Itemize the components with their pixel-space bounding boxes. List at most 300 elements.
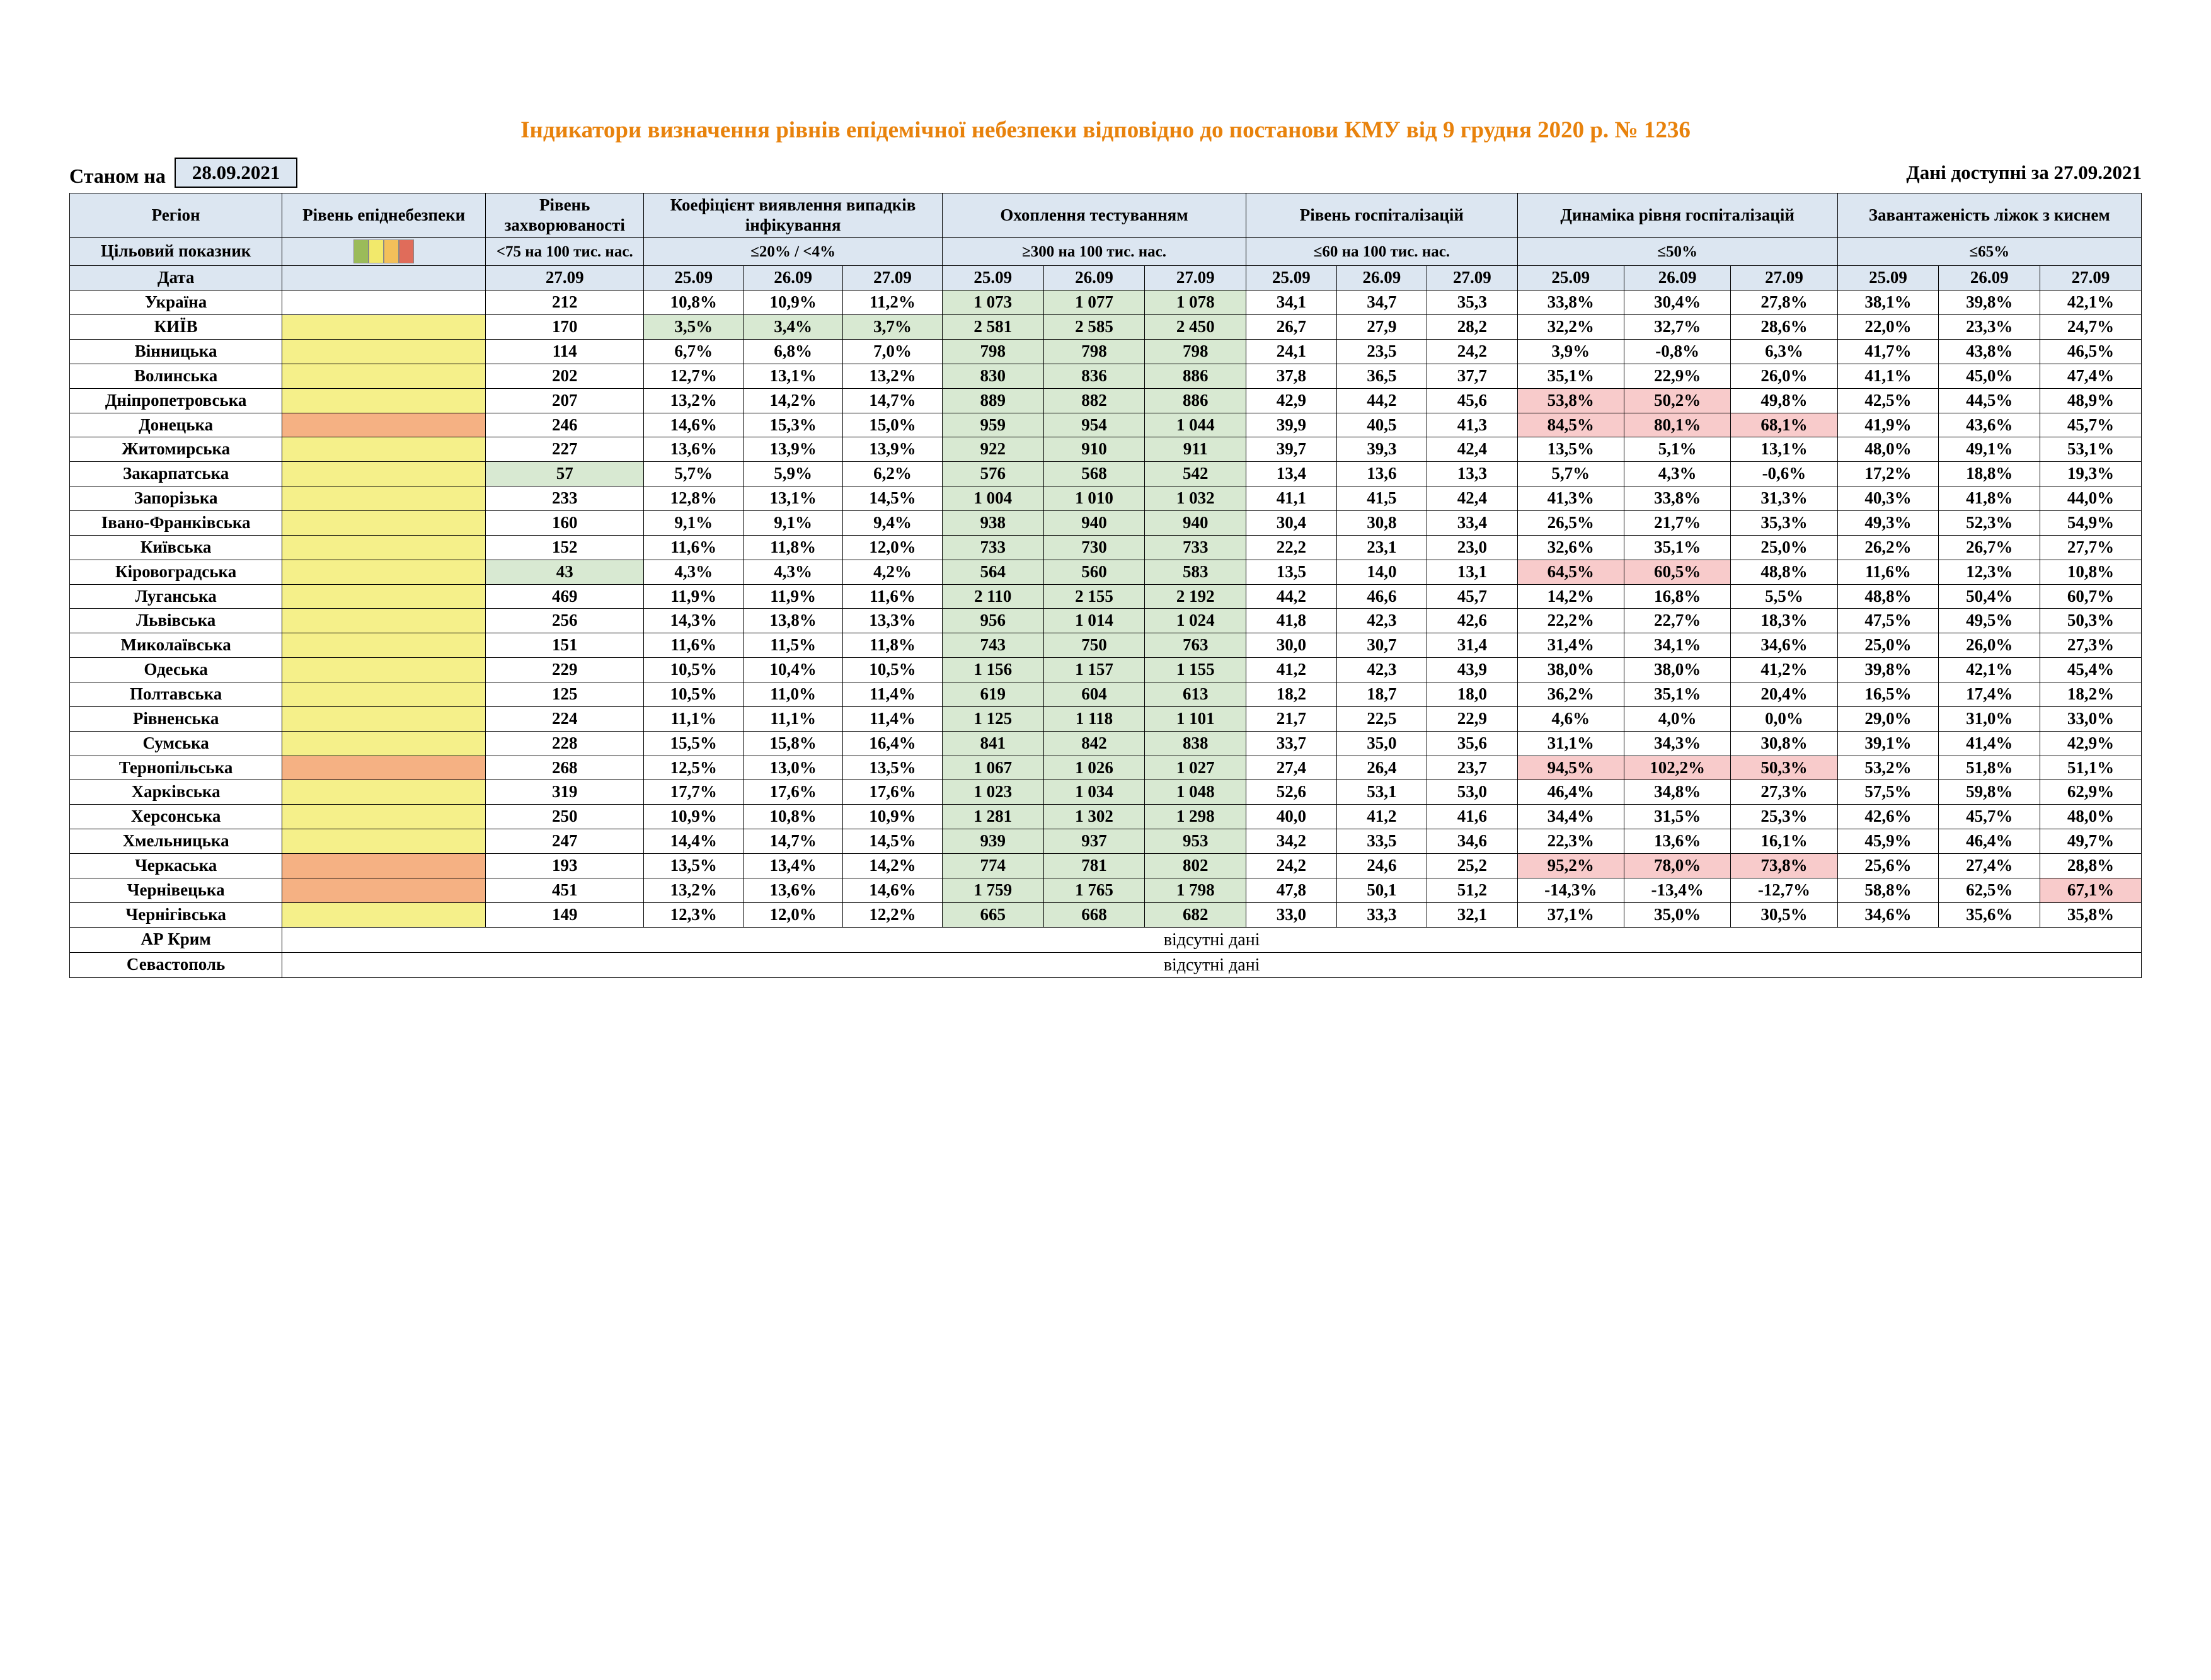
- row-hospitalization-1: 41,1: [1246, 486, 1337, 511]
- row-hospitalization-1: 33,0: [1246, 902, 1337, 927]
- row-epidemic-level: [282, 756, 486, 780]
- row-beds-3: 45,7%: [2040, 413, 2142, 437]
- row-beds-2: 50,4%: [1939, 584, 2040, 609]
- row-region-name: Львівська: [70, 609, 282, 633]
- row-beds-2: 49,5%: [1939, 609, 2040, 633]
- row-dynamics-3: 49,8%: [1731, 388, 1837, 413]
- row-epidemic-level: [282, 291, 486, 315]
- indicators-table: [69, 193, 2142, 978]
- row-testing-2: 1 302: [1043, 805, 1145, 829]
- row-testing-1: 2 110: [942, 584, 1043, 609]
- row-detection-3: 13,9%: [843, 437, 943, 462]
- row-beds-1: 47,5%: [1837, 609, 1939, 633]
- row-testing-2: 1 010: [1043, 486, 1145, 511]
- date-beds-1: 25.09: [1837, 266, 1939, 291]
- row-testing-2: 1 765: [1043, 878, 1145, 902]
- row-detection-2: 17,6%: [744, 780, 843, 805]
- row-beds-2: 44,5%: [1939, 388, 2040, 413]
- row-incidence: 227: [486, 437, 644, 462]
- row-testing-1: 922: [942, 437, 1043, 462]
- row-dynamics-3: 13,1%: [1731, 437, 1837, 462]
- date-detection-2: 26.09: [744, 266, 843, 291]
- row-detection-3: 12,0%: [843, 535, 943, 560]
- row-dynamics-3: 50,3%: [1731, 756, 1837, 780]
- row-hospitalization-1: 13,5: [1246, 560, 1337, 584]
- row-detection-2: 11,5%: [744, 633, 843, 658]
- row-testing-1: 619: [942, 682, 1043, 706]
- row-detection-3: 13,3%: [843, 609, 943, 633]
- row-beds-2: 45,0%: [1939, 364, 2040, 388]
- row-beds-2: 41,4%: [1939, 731, 2040, 756]
- row-beds-1: 16,5%: [1837, 682, 1939, 706]
- row-beds-3: 27,7%: [2040, 535, 2142, 560]
- row-dynamics-1: 3,9%: [1517, 339, 1624, 364]
- row-testing-1: 889: [942, 388, 1043, 413]
- row-beds-2: 43,8%: [1939, 339, 2040, 364]
- row-hospitalization-1: 44,2: [1246, 584, 1337, 609]
- row-beds-2: 41,8%: [1939, 486, 2040, 511]
- row-dynamics-1: 84,5%: [1517, 413, 1624, 437]
- table-row: [70, 510, 2142, 535]
- row-testing-3: 940: [1145, 510, 1246, 535]
- row-hospitalization-2: 42,3: [1336, 658, 1427, 682]
- table-row: [70, 560, 2142, 584]
- row-dynamics-1: 5,7%: [1517, 462, 1624, 486]
- table-row-nodata: [70, 952, 2142, 977]
- row-region-name: Закарпатська: [70, 462, 282, 486]
- row-testing-1: 743: [942, 633, 1043, 658]
- row-hospitalization-1: 30,4: [1246, 510, 1337, 535]
- row-beds-3: 54,9%: [2040, 510, 2142, 535]
- row-region-name: Одеська: [70, 658, 282, 682]
- target-hospitalization: ≤60 на 100 тис. нас.: [1246, 238, 1518, 266]
- row-dynamics-1: 95,2%: [1517, 853, 1624, 878]
- row-beds-3: 28,8%: [2040, 853, 2142, 878]
- row-beds-3: 48,9%: [2040, 388, 2142, 413]
- row-detection-3: 6,2%: [843, 462, 943, 486]
- row-hospitalization-2: 42,3: [1336, 609, 1427, 633]
- row-testing-1: 1 004: [942, 486, 1043, 511]
- row-hospitalization-2: 33,3: [1336, 902, 1427, 927]
- row-beds-3: 48,0%: [2040, 805, 2142, 829]
- row-dynamics-2: 30,4%: [1624, 291, 1730, 315]
- row-beds-1: 58,8%: [1837, 878, 1939, 902]
- row-dynamics-3: 73,8%: [1731, 853, 1837, 878]
- row-beds-1: 34,6%: [1837, 902, 1939, 927]
- row-beds-1: 17,2%: [1837, 462, 1939, 486]
- col-incidence: Рівень захворюваності: [486, 193, 644, 238]
- row-testing-1: 841: [942, 731, 1043, 756]
- row-detection-3: 14,2%: [843, 853, 943, 878]
- row-beds-2: 42,1%: [1939, 658, 2040, 682]
- row-hospitalization-2: 36,5: [1336, 364, 1427, 388]
- row-testing-3: 1 155: [1145, 658, 1246, 682]
- row-beds-1: 39,8%: [1837, 658, 1939, 682]
- row-detection-1: 12,5%: [644, 756, 744, 780]
- row-beds-2: 12,3%: [1939, 560, 2040, 584]
- row-hospitalization-2: 40,5: [1336, 413, 1427, 437]
- header-row-target: [70, 238, 2142, 266]
- date-detection-3: 27.09: [843, 266, 943, 291]
- legend-yellow-icon: [369, 239, 384, 263]
- row-detection-2: 13,9%: [744, 437, 843, 462]
- row-dynamics-3: 25,0%: [1731, 535, 1837, 560]
- row-testing-3: 613: [1145, 682, 1246, 706]
- row-dynamics-2: 22,7%: [1624, 609, 1730, 633]
- table-row: [70, 633, 2142, 658]
- row-beds-2: 46,4%: [1939, 829, 2040, 854]
- col-beds: Завантаженість ліжок з киснем: [1837, 193, 2141, 238]
- row-beds-2: 18,8%: [1939, 462, 2040, 486]
- row-detection-2: 3,4%: [744, 315, 843, 340]
- status-date: 28.09.2021: [175, 158, 298, 188]
- row-testing-3: 802: [1145, 853, 1246, 878]
- row-hospitalization-2: 13,6: [1336, 462, 1427, 486]
- row-hospitalization-3: 37,7: [1427, 364, 1518, 388]
- row-testing-1: 1 073: [942, 291, 1043, 315]
- legend-green-icon: [353, 239, 369, 263]
- row-testing-2: 954: [1043, 413, 1145, 437]
- row-hospitalization-3: 42,4: [1427, 437, 1518, 462]
- row-beds-3: 35,8%: [2040, 902, 2142, 927]
- target-testing: ≥300 на 100 тис. нас.: [942, 238, 1246, 266]
- date-beds-3: 27.09: [2040, 266, 2142, 291]
- row-hospitalization-2: 24,6: [1336, 853, 1427, 878]
- row-detection-2: 15,8%: [744, 731, 843, 756]
- row-epidemic-level: [282, 560, 486, 584]
- row-detection-2: 10,4%: [744, 658, 843, 682]
- table-row: [70, 902, 2142, 927]
- row-dynamics-2: 35,0%: [1624, 902, 1730, 927]
- row-testing-3: 2 450: [1145, 315, 1246, 340]
- target-label: Цільовий показник: [70, 238, 282, 266]
- row-dynamics-1: 35,1%: [1517, 364, 1624, 388]
- row-beds-2: 43,6%: [1939, 413, 2040, 437]
- row-detection-3: 10,5%: [843, 658, 943, 682]
- row-dynamics-3: 26,0%: [1731, 364, 1837, 388]
- row-dynamics-1: 36,2%: [1517, 682, 1624, 706]
- row-detection-3: 13,2%: [843, 364, 943, 388]
- row-testing-2: 842: [1043, 731, 1145, 756]
- row-dynamics-3: 30,5%: [1731, 902, 1837, 927]
- row-detection-2: 9,1%: [744, 510, 843, 535]
- level-legend: [284, 239, 484, 263]
- row-incidence: 151: [486, 633, 644, 658]
- row-hospitalization-1: 13,4: [1246, 462, 1337, 486]
- row-dynamics-2: 80,1%: [1624, 413, 1730, 437]
- row-dynamics-1: 33,8%: [1517, 291, 1624, 315]
- row-detection-3: 7,0%: [843, 339, 943, 364]
- row-detection-1: 11,1%: [644, 706, 744, 731]
- row-detection-1: 11,6%: [644, 633, 744, 658]
- row-testing-1: 938: [942, 510, 1043, 535]
- date-detection-1: 25.09: [644, 266, 744, 291]
- available-date: 27.09.2021: [2053, 161, 2142, 183]
- date-dyn-3: 27.09: [1731, 266, 1837, 291]
- table-row: [70, 437, 2142, 462]
- row-beds-2: 26,0%: [1939, 633, 2040, 658]
- row-hospitalization-1: 40,0: [1246, 805, 1337, 829]
- row-beds-2: 17,4%: [1939, 682, 2040, 706]
- row-nodata-text: відсутні дані: [282, 952, 2142, 977]
- row-dynamics-2: 34,3%: [1624, 731, 1730, 756]
- legend-red-icon: [399, 239, 414, 263]
- row-testing-1: 1 125: [942, 706, 1043, 731]
- row-testing-1: 939: [942, 829, 1043, 854]
- row-hospitalization-1: 33,7: [1246, 731, 1337, 756]
- row-detection-1: 17,7%: [644, 780, 744, 805]
- row-beds-2: 26,7%: [1939, 535, 2040, 560]
- row-region-name: Хмельницька: [70, 829, 282, 854]
- row-detection-2: 11,9%: [744, 584, 843, 609]
- row-testing-2: 910: [1043, 437, 1145, 462]
- row-testing-3: 911: [1145, 437, 1246, 462]
- row-detection-3: 15,0%: [843, 413, 943, 437]
- row-dynamics-2: 78,0%: [1624, 853, 1730, 878]
- row-region-name: Житомирська: [70, 437, 282, 462]
- row-dynamics-2: 34,8%: [1624, 780, 1730, 805]
- row-hospitalization-1: 30,0: [1246, 633, 1337, 658]
- row-hospitalization-3: 22,9: [1427, 706, 1518, 731]
- row-beds-2: 39,8%: [1939, 291, 2040, 315]
- row-beds-3: 60,7%: [2040, 584, 2142, 609]
- row-testing-3: 763: [1145, 633, 1246, 658]
- table-head: [70, 193, 2142, 291]
- row-testing-2: 1 014: [1043, 609, 1145, 633]
- row-region-name: АР Крим: [70, 927, 282, 952]
- row-testing-1: 1 067: [942, 756, 1043, 780]
- row-dynamics-3: -0,6%: [1731, 462, 1837, 486]
- row-detection-3: 9,4%: [843, 510, 943, 535]
- row-hospitalization-3: 34,6: [1427, 829, 1518, 854]
- row-incidence: 268: [486, 756, 644, 780]
- row-dynamics-2: -0,8%: [1624, 339, 1730, 364]
- row-dynamics-2: 13,6%: [1624, 829, 1730, 854]
- row-dynamics-3: 41,2%: [1731, 658, 1837, 682]
- row-detection-1: 10,9%: [644, 805, 744, 829]
- row-dynamics-2: 5,1%: [1624, 437, 1730, 462]
- row-beds-3: 62,9%: [2040, 780, 2142, 805]
- row-hospitalization-1: 41,2: [1246, 658, 1337, 682]
- row-testing-2: 560: [1043, 560, 1145, 584]
- table-row: [70, 535, 2142, 560]
- row-incidence: 246: [486, 413, 644, 437]
- row-beds-1: 42,5%: [1837, 388, 1939, 413]
- row-dynamics-2: 33,8%: [1624, 486, 1730, 511]
- row-hospitalization-1: 26,7: [1246, 315, 1337, 340]
- row-beds-3: 51,1%: [2040, 756, 2142, 780]
- row-detection-1: 6,7%: [644, 339, 744, 364]
- row-incidence: 250: [486, 805, 644, 829]
- row-testing-3: 583: [1145, 560, 1246, 584]
- row-incidence: 229: [486, 658, 644, 682]
- row-detection-2: 10,9%: [744, 291, 843, 315]
- row-detection-3: 11,2%: [843, 291, 943, 315]
- row-hospitalization-1: 39,7: [1246, 437, 1337, 462]
- row-region-name: Київська: [70, 535, 282, 560]
- row-detection-2: 13,4%: [744, 853, 843, 878]
- page-title: Індикатори визначення рівнів епідемічної небезпеки відповідно до постанови КМУ від 9 грудня 2020 р. № 1236: [520, 117, 1691, 143]
- date-testing-1: 25.09: [942, 266, 1043, 291]
- row-dynamics-2: 16,8%: [1624, 584, 1730, 609]
- row-region-name: Донецька: [70, 413, 282, 437]
- row-hospitalization-3: 32,1: [1427, 902, 1518, 927]
- row-region-name: Івано-Франківська: [70, 510, 282, 535]
- row-detection-1: 15,5%: [644, 731, 744, 756]
- row-detection-2: 14,2%: [744, 388, 843, 413]
- row-epidemic-level: [282, 853, 486, 878]
- row-incidence: 256: [486, 609, 644, 633]
- row-hospitalization-3: 42,6: [1427, 609, 1518, 633]
- row-testing-3: 682: [1145, 902, 1246, 927]
- row-beds-1: 45,9%: [1837, 829, 1939, 854]
- row-detection-3: 17,6%: [843, 780, 943, 805]
- table-row: [70, 584, 2142, 609]
- row-detection-3: 11,6%: [843, 584, 943, 609]
- row-testing-2: 937: [1043, 829, 1145, 854]
- row-detection-1: 14,3%: [644, 609, 744, 633]
- row-dynamics-3: 27,8%: [1731, 291, 1837, 315]
- row-detection-3: 14,7%: [843, 388, 943, 413]
- row-dynamics-1: -14,3%: [1517, 878, 1624, 902]
- row-hospitalization-2: 44,2: [1336, 388, 1427, 413]
- row-hospitalization-3: 24,2: [1427, 339, 1518, 364]
- col-hospitalization: Рівень госпіталізацій: [1246, 193, 1518, 238]
- row-epidemic-level: [282, 462, 486, 486]
- row-hospitalization-1: 24,1: [1246, 339, 1337, 364]
- row-testing-2: 1 026: [1043, 756, 1145, 780]
- row-testing-3: 1 024: [1145, 609, 1246, 633]
- table-row-nodata: [70, 927, 2142, 952]
- row-detection-3: 14,5%: [843, 486, 943, 511]
- row-testing-1: 774: [942, 853, 1043, 878]
- row-hospitalization-2: 39,3: [1336, 437, 1427, 462]
- row-hospitalization-3: 28,2: [1427, 315, 1518, 340]
- row-testing-2: 798: [1043, 339, 1145, 364]
- row-beds-1: 11,6%: [1837, 560, 1939, 584]
- row-hospitalization-1: 41,8: [1246, 609, 1337, 633]
- row-hospitalization-1: 27,4: [1246, 756, 1337, 780]
- row-region-name: Рівненська: [70, 706, 282, 731]
- row-hospitalization-1: 34,2: [1246, 829, 1337, 854]
- row-dynamics-3: -12,7%: [1731, 878, 1837, 902]
- row-incidence: 207: [486, 388, 644, 413]
- row-beds-2: 45,7%: [1939, 805, 2040, 829]
- row-detection-1: 11,6%: [644, 535, 744, 560]
- date-dyn-1: 25.09: [1517, 266, 1624, 291]
- row-hospitalization-2: 53,1: [1336, 780, 1427, 805]
- row-detection-2: 10,8%: [744, 805, 843, 829]
- row-hospitalization-2: 33,5: [1336, 829, 1427, 854]
- row-region-name: Полтавська: [70, 682, 282, 706]
- row-beds-1: 38,1%: [1837, 291, 1939, 315]
- row-testing-1: 959: [942, 413, 1043, 437]
- row-beds-2: 27,4%: [1939, 853, 2040, 878]
- row-dynamics-1: 32,6%: [1517, 535, 1624, 560]
- row-beds-1: 26,2%: [1837, 535, 1939, 560]
- row-region-name: Севастополь: [70, 952, 282, 977]
- row-dynamics-1: 53,8%: [1517, 388, 1624, 413]
- row-epidemic-level: [282, 315, 486, 340]
- row-hospitalization-2: 27,9: [1336, 315, 1427, 340]
- row-testing-1: 1 759: [942, 878, 1043, 902]
- row-beds-3: 47,4%: [2040, 364, 2142, 388]
- row-testing-3: 733: [1145, 535, 1246, 560]
- row-testing-3: 886: [1145, 388, 1246, 413]
- row-hospitalization-1: 34,1: [1246, 291, 1337, 315]
- row-beds-1: 41,1%: [1837, 364, 1939, 388]
- row-hospitalization-1: 37,8: [1246, 364, 1337, 388]
- row-testing-2: 882: [1043, 388, 1145, 413]
- row-dynamics-2: 4,0%: [1624, 706, 1730, 731]
- header-row-titles: [70, 193, 2142, 238]
- row-detection-3: 4,2%: [843, 560, 943, 584]
- row-testing-2: 604: [1043, 682, 1145, 706]
- row-epidemic-level: [282, 486, 486, 511]
- row-beds-3: 53,1%: [2040, 437, 2142, 462]
- row-dynamics-2: 60,5%: [1624, 560, 1730, 584]
- row-dynamics-2: 4,3%: [1624, 462, 1730, 486]
- row-epidemic-level: [282, 413, 486, 437]
- row-epidemic-level: [282, 609, 486, 633]
- row-incidence: 170: [486, 315, 644, 340]
- row-beds-1: 39,1%: [1837, 731, 1939, 756]
- col-region: Регіон: [70, 193, 282, 238]
- row-epidemic-level: [282, 731, 486, 756]
- row-incidence: 114: [486, 339, 644, 364]
- row-testing-2: 2 585: [1043, 315, 1145, 340]
- row-region-name: Чернівецька: [70, 878, 282, 902]
- row-incidence: 469: [486, 584, 644, 609]
- row-hospitalization-2: 18,7: [1336, 682, 1427, 706]
- row-testing-3: 1 027: [1145, 756, 1246, 780]
- row-beds-1: 41,7%: [1837, 339, 1939, 364]
- row-beds-3: 42,9%: [2040, 731, 2142, 756]
- row-region-name: Луганська: [70, 584, 282, 609]
- row-beds-1: 48,8%: [1837, 584, 1939, 609]
- table-row: [70, 658, 2142, 682]
- row-region-name: Черкаська: [70, 853, 282, 878]
- row-testing-2: 1 077: [1043, 291, 1145, 315]
- row-testing-3: 1 044: [1145, 413, 1246, 437]
- status-left: [69, 158, 297, 188]
- row-dynamics-3: 35,3%: [1731, 510, 1837, 535]
- row-detection-1: 10,5%: [644, 658, 744, 682]
- row-detection-2: 12,0%: [744, 902, 843, 927]
- col-testing: Охоплення тестуванням: [942, 193, 1246, 238]
- row-testing-3: 798: [1145, 339, 1246, 364]
- row-detection-1: 4,3%: [644, 560, 744, 584]
- target-dynamics: ≤50%: [1517, 238, 1837, 266]
- row-epidemic-level: [282, 584, 486, 609]
- row-dynamics-3: 28,6%: [1731, 315, 1837, 340]
- row-detection-1: 5,7%: [644, 462, 744, 486]
- row-epidemic-level: [282, 902, 486, 927]
- row-region-name: Миколаївська: [70, 633, 282, 658]
- row-hospitalization-2: 14,0: [1336, 560, 1427, 584]
- row-dynamics-3: 27,3%: [1731, 780, 1837, 805]
- row-hospitalization-3: 33,4: [1427, 510, 1518, 535]
- row-testing-1: 830: [942, 364, 1043, 388]
- row-testing-1: 1 156: [942, 658, 1043, 682]
- target-beds: ≤65%: [1837, 238, 2141, 266]
- status-label: Станом на: [69, 164, 166, 187]
- row-beds-2: 23,3%: [1939, 315, 2040, 340]
- table-row: [70, 731, 2142, 756]
- row-region-name: Сумська: [70, 731, 282, 756]
- row-beds-3: 10,8%: [2040, 560, 2142, 584]
- row-testing-1: 956: [942, 609, 1043, 633]
